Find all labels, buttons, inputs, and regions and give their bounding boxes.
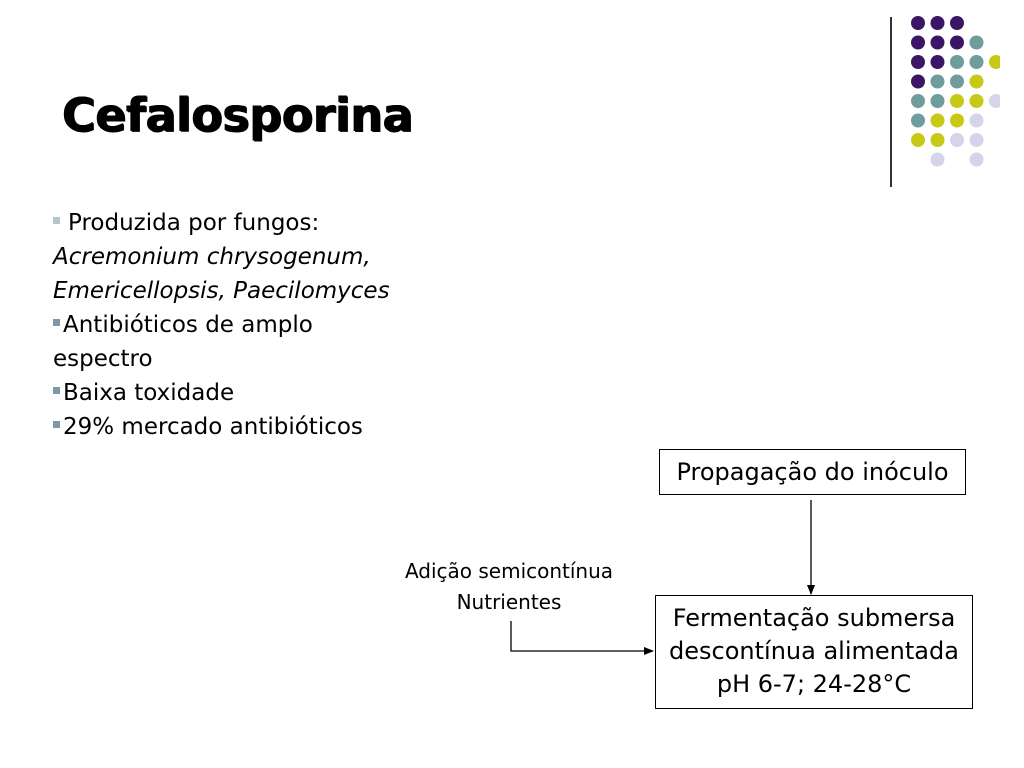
step-inoculum-box: Propagação do inóculo: [659, 449, 966, 495]
decorative-dot: [970, 153, 984, 167]
fermentation-line: descontínua alimentada: [669, 637, 959, 665]
decorative-dot: [911, 55, 925, 69]
decorative-dot: [931, 133, 945, 147]
decorative-dot: [970, 75, 984, 89]
decorative-dot: [931, 153, 945, 167]
decorative-dot: [970, 94, 984, 108]
decorative-dot: [931, 94, 945, 108]
bullet-item: [53, 376, 473, 410]
decorative-dot: [989, 55, 1000, 69]
bullet-text: Baixa toxidade: [63, 380, 235, 406]
decorative-dot: [950, 94, 964, 108]
decorative-dot: [931, 75, 945, 89]
decorative-dot: [931, 36, 945, 50]
decorative-dot: [931, 16, 945, 30]
decorative-dot: [911, 114, 925, 128]
input-line: Adição semicontínua: [404, 559, 614, 583]
bullet-continuation: Emericellopsis, Paecilomyces: [53, 278, 390, 304]
bullet-item: [53, 308, 473, 342]
bullet-square-icon: [53, 319, 60, 326]
decorative-dot: [931, 55, 945, 69]
decorative-dot: [950, 114, 964, 128]
decorative-dot: [911, 133, 925, 147]
fermentation-line: Fermentação submersa: [672, 604, 956, 632]
decorative-dot: [950, 16, 964, 30]
decorative-dot: [970, 55, 984, 69]
decorative-dot: [911, 36, 925, 50]
input-line: Nutrientes: [456, 590, 562, 614]
decorative-dot: [970, 36, 984, 50]
decorative-dot: [950, 36, 964, 50]
decorative-dot: [911, 94, 925, 108]
slide-title: Cefalosporina: [62, 88, 414, 142]
fermentation-conditions: pH 6-7; 24-28°C: [716, 670, 912, 698]
decorative-dot: [989, 94, 1000, 108]
decorative-dot: [970, 133, 984, 147]
bullet-item: [53, 206, 473, 240]
decorative-dot: [950, 133, 964, 147]
decorative-dot: [950, 75, 964, 89]
bullet-item: [53, 410, 473, 444]
decorative-dot: [911, 16, 925, 30]
bullet-text: Antibióticos de amplo: [63, 312, 313, 338]
bullet-square-icon: [53, 421, 60, 428]
decorative-dot: [950, 55, 964, 69]
bullet-square-icon: [53, 387, 60, 394]
nutrient-input-label: [380, 556, 638, 618]
decorative-dot: [931, 114, 945, 128]
decorative-dot-grid: [900, 10, 1000, 175]
decorative-dot: [970, 114, 984, 128]
bullet-list: [53, 206, 473, 444]
bullet-continuation: espectro: [53, 346, 153, 372]
decorative-divider: [890, 17, 892, 187]
bullet-continuation: Acremonium chrysogenum,: [53, 244, 371, 270]
decorative-dot: [911, 75, 925, 89]
bullet-text: 29% mercado antibióticos: [63, 414, 363, 440]
arrow-right-connector: [511, 621, 653, 651]
bullet-text: Produzida por fungos:: [68, 210, 320, 236]
bullet-square-icon: [53, 217, 60, 224]
step-fermentation-box: [655, 595, 973, 709]
